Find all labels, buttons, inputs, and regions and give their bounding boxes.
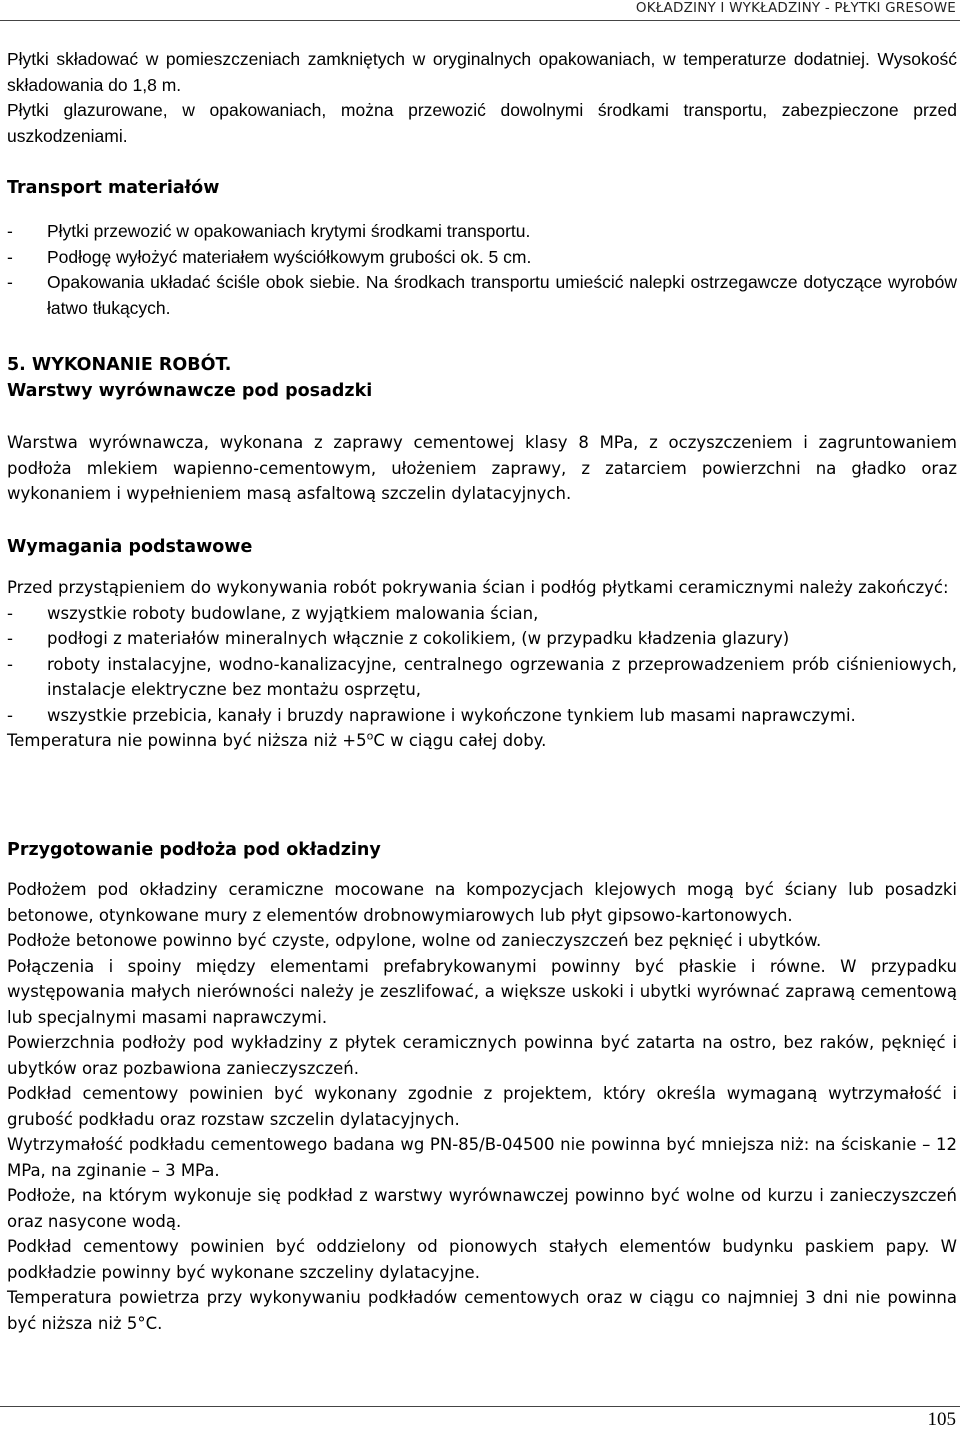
- warstwy-paragraph: Warstwa wyrównawcza, wykonana z zaprawy cementowej klasy 8 MPa, z oczyszczeniem i zagruntowaniem podłoża mlekiem wapienno-cementowym, ułożeniem zaprawy, z zatarciem powierzchni na gładko oraz wykonaniem i wypełnieniem masą asfaltową szczelin dylatacyjnych.: [7, 433, 957, 503]
- page-number: 105: [927, 1409, 956, 1430]
- intro-paragraph: Płytki składować w pomieszczeniach zamkniętych w oryginalnych opakowaniach, w temperaturze dodatniej. Wysokość składowania do 1,8 m.: [7, 49, 957, 95]
- przygotowanie-heading: Przygotowanie podłoża pod okładziny: [7, 840, 381, 860]
- wymagania-body: [7, 575, 957, 754]
- footer-rule: [0, 1406, 960, 1407]
- przygotowanie-section: [7, 838, 957, 864]
- przygotowanie-paragraph: Wytrzymałość podkładu cementowego badana wg PN-85/B-04500 nie powinna być mniejsza niż: na ściskanie – 12 MPa, na zginanie – 3 MPa.: [7, 1135, 957, 1180]
- transport-heading: Transport materiałów: [7, 178, 220, 198]
- list-item: - Opakowania układać ściśle obok siebie. Na środkach transportu umieścić nalepki ostrzegawcze dotyczące wyrobów łatwo tłukących.: [7, 272, 957, 318]
- intro-paragraph: Płytki glazurowane, w opakowaniach, można przewozić dowolnymi środkami transportu, zabezpieczone przed uszkodzeniami.: [7, 100, 957, 146]
- intro-block: [7, 47, 957, 149]
- przygotowanie-body: [7, 877, 957, 1336]
- list-item: - wszystkie roboty budowlane, z wyjątkiem malowania ścian,: [7, 603, 539, 623]
- transport-list: [7, 219, 957, 321]
- wymagania-section: [7, 535, 957, 561]
- section-5-heading: 5. WYKONANIE ROBÓT.: [7, 355, 232, 375]
- przygotowanie-paragraph: Podłoże betonowe powinno być czyste, odpylone, wolne od zanieczyszczeń bez pęknięć i ubytków.: [7, 931, 822, 950]
- przygotowanie-paragraph: Temperatura powietrza przy wykonywaniu podkładów cementowych oraz w ciągu co najmniej 3 dni nie powinna być niższa niż 5°C.: [7, 1288, 957, 1333]
- przygotowanie-paragraph: Powierzchnia podłoży pod wykładziny z płytek ceramicznych powinna być zatarta na ostro, bez raków, pęknięć i ubytków oraz pozbawiona zanieczyszczeń.: [7, 1033, 957, 1078]
- list-item: - Podłogę wyłożyć materiałem wyściółkowym grubości ok. 5 cm.: [7, 246, 532, 267]
- transport-section: [7, 176, 957, 202]
- wymagania-intro: Przed przystąpieniem do wykonywania robót pokrywania ścian i podłóg płytkami ceramicznymi należy zakończyć:: [7, 578, 949, 597]
- section-5: [7, 353, 957, 404]
- przygotowanie-paragraph: Podłożem pod okładziny ceramiczne mocowane na kompozycjach klejowych mogą być ściany lub posadzki betonowe, otynkowane mury z elementów drobnowymiarowych lub płyt gipsowo-kartonowych.: [7, 880, 957, 925]
- wymagania-heading: Wymagania podstawowe: [7, 537, 253, 557]
- header-rule: [0, 20, 960, 21]
- przygotowanie-paragraph: Podkład cementowy powinien być oddzielony od pionowych stałych elementów budynku paskiem papy. W podkładzie powinny być wykonane szczeliny dylatacyjne.: [7, 1237, 957, 1282]
- temperature-note: Temperatura nie powinna być niższa niż $+5^oC$ w ciągu całej doby.: [7, 729, 547, 750]
- list-item: - wszystkie przebicia, kanały i bruzdy naprawione i wykończone tynkiem lub masami naprawczymi.: [7, 705, 856, 725]
- warstwy-heading: Warstwy wyrównawcze pod posadzki: [7, 380, 373, 401]
- przygotowanie-paragraph: Połączenia i spoiny między elementami prefabrykowanymi powinny być płaskie i równe. W przypadku występowania małych nierówności należy je zeszlifować, a większe uskoki i ubytki wyrównać zaprawą cementową lub specjalnymi masami naprawczymi.: [7, 956, 957, 1027]
- list-item: - roboty instalacyjne, wodno-kanalizacyjne, centralnego ogrzewania z przeprowadzeniem prób ciśnieniowych, instalacje elektryczne bez montażu osprzętu,: [7, 654, 957, 699]
- running-header: OKŁADZINY I WYKŁADZINY - PŁYTKI GRESOWE: [635, 0, 956, 16]
- przygotowanie-paragraph: Podkład cementowy powinien być wykonany zgodnie z projektem, który określa wymaganą wytrzymałość i grubość podkładu oraz rozstaw szczelin dylatacyjnych.: [7, 1084, 957, 1129]
- list-item: - podłogi z materiałów mineralnych włącznie z cokolikiem, (w przypadku kładzenia glazury): [7, 629, 790, 648]
- przygotowanie-paragraph: Podłoże, na którym wykonuje się podkład z warstwy wyrównawczej powinno być wolne od kurzu i zanieczyszczeń oraz nasycone wodą.: [7, 1186, 957, 1231]
- list-item: - Płytki przewozić w opakowaniach krytymi środkami transportu.: [7, 221, 531, 241]
- warstwy-text-block: [7, 430, 957, 507]
